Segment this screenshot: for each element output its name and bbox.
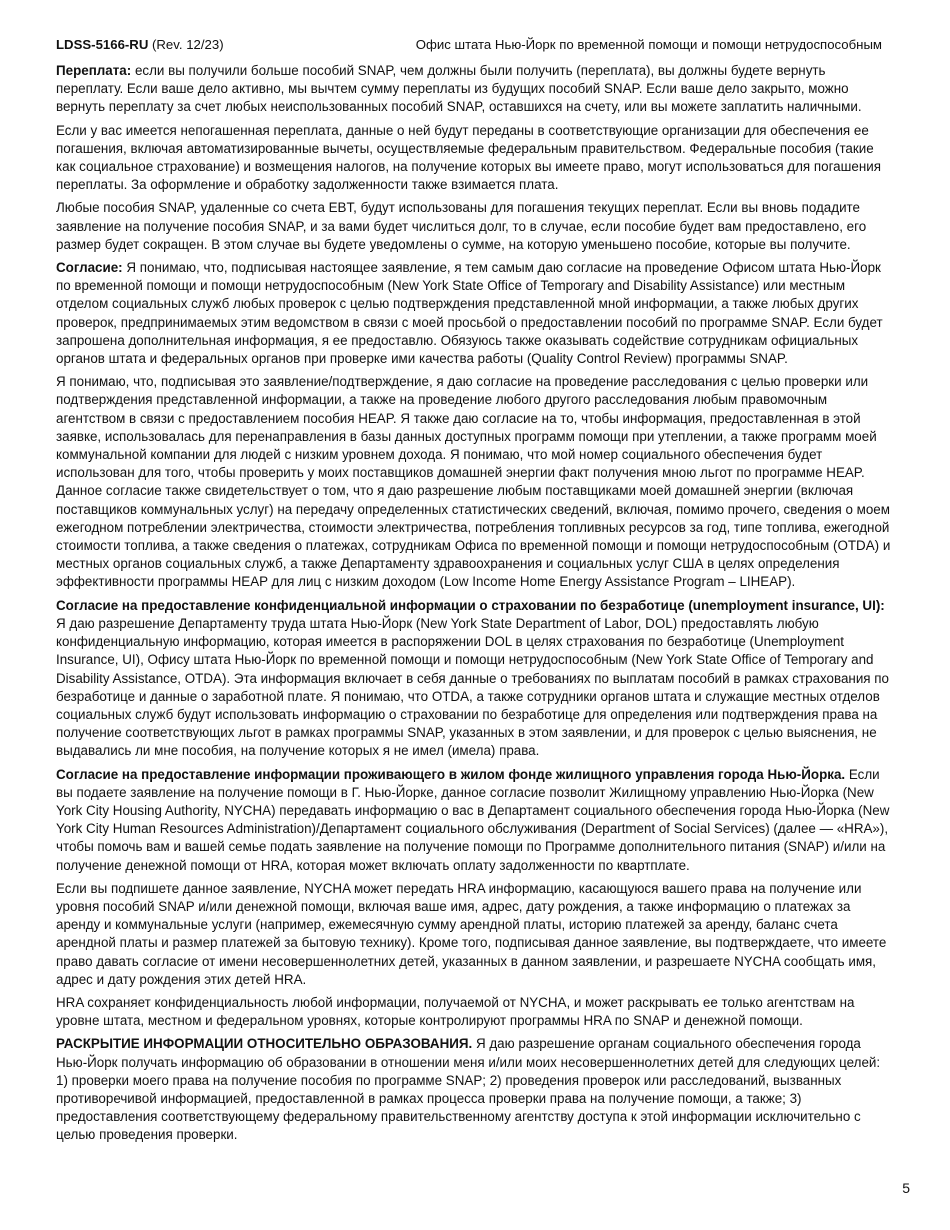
paragraph-text: Я даю разрешение органам социального обеспечения города Нью-Йорк получать информацию об образовании в отношении меня и/или моих несовершеннолетних детей для следующих целей: 1) проверки моего права на получение пособия по программе SNAP; 2) проведения проверок или расследований, вызванных противоречивой информацией, предоставленной в рамках процесса проверки права на получение помощи, а также; 3) предоставления соответствующему федеральному правительственному агентству доступа к этой информации исключительно с целью проведения проверки. [56,1036,881,1143]
form-revision: (Rev. 12/23) [152,37,224,52]
paragraph-text: Если вы подпишете данное заявление, NYCHA может передать HRA информацию, касающуюся вашего права на получение или уровня пособий SNAP и/или денежной помощи, включая ваше имя, адрес, дату рождения, а также информацию о платежах за аренду и коммунальные услуги (например, ежемесячную сумму арендной платы, историю платежей за аренду, баланс счета арендной платы и размер платежей за бытовую технику). Кроме того, подписывая данное заявление, вы подтверждаете, что имеете право давать согласие от имени несовершеннолетних детей, указанных в данном заявлении, и разрешаете NYCHA сообщать имя, адрес и дату рождения этих детей HRA. [56,880,887,987]
paragraph-consent [56,259,894,368]
paragraph-title: Согласие на предоставление информации проживающего в жилом фонде жилищного управления города Нью-Йорка. [56,766,846,782]
paragraph-text: Я понимаю, что, подписывая это заявление/подтверждение, я даю согласие на проведение расследования с целью проверки или подтверждения представленной информации, а также на проведение любого другого расследования любым правомочным агентством в связи с предоставлением пособия HEAP. Я также даю согласие на то, чтобы информация, предоставленная в этой заявке, использовалась для перенаправления в базы данных доступных программ помощи при утеплении, а также программ моей коммунальной компании для людей с низким уровнем дохода. Я понимаю, что мой номер социального обеспечения будет использован для того, чтобы проверить у моих поставщиков домашней энергии факт получения мною льгот по программе HEAP. Данное согласие также свидетельствует о том, что я даю разрешение любым поставщиками моей домашней энергии (включая поставщиков коммунальных услуг) на передачу определенных статистических сведений, включая, помимо прочего, сведения о моем ежегодном потреблении электричества, стоимости электричества, потребления топливных ресурсов за год, типе топлива, ежегодной стоимости топлива, а также сведения о платежах, сотрудникам Офиса по временной помощи и помощи нетрудоспособным (OTDA) и местных органов социальных служб, а также Департаменту здравоохранения и социальных услуг США в целях определения эффективности программы HEAP для лиц с низким доходом (Low Income Home Energy Assistance Program – LIHEAP). [56,374,891,590]
paragraph-education-disclosure [56,1035,894,1144]
agency-name: Офис штата Нью-Йорк по временной помощи и помощи нетрудоспособным [415,37,882,52]
page-number: 5 [902,1180,910,1196]
paragraph-overpayment [56,62,894,117]
paragraph-text: Если вы подаете заявление на получение помощи в Г. Нью-Йорке, данное согласие позволит Жилищному управлению Нью-Йорка (New York City Housing Authority, NYCHA) передавать информацию о вас в Департамент социального обеспечения города Нью-Йорка (New York City Human Resources Administration)/Департамент социального обслуживания (Department of Social Services) (далее — «HRA»), чтобы помочь вам и вашей семье подать заявление на получение помощи по Программе дополнительного питания (SNAP) и/или на получение денежной помощи от HRA, которая может включать оплату задолженности по квартплате. [56,766,890,873]
page-header [56,36,882,54]
paragraph-text: если вы получили больше пособий SNAP, чем должны были получить (переплата), вы должны будете вернуть переплату. Если ваше дело активно, мы вычтем сумму переплаты из будущих пособий SNAP. Если ваше дело закрыто, можно вернуть переплату за счет любых неиспользованных пособий SNAP, оставшихся на счету, или вы можете заплатить наличными. [56,63,862,115]
paragraph-text: Я понимаю, что, подписывая настоящее заявление, я тем самым даю согласие на проведение Офисом штата Нью-Йорк по временной помощи и помощи нетрудоспособным (New York State Office of Temporary and Disability Assistance) или местным отделом социальных служб любых проверок с целью подтверждения представленной мной информации, а также любых других проверок, предпринимаемых этим ведомством в связи с моей просьбой о предоставлении пособий по программе SNAP. Если будет запрошена дополнительная информация, я ее предоставлю. Обязуюсь также оказывать содействие сотрудникам официальных органов штата и федеральных органов при проверке ими качества работы (Quality Control Review) программы SNAP. [56,260,883,367]
paragraph-text: HRA сохраняет конфиденциальность любой информации, получаемой от NYCHA, и может раскрывать ее только агентствам на уровне штата, местном и федеральном уровнях, которые контролируют программы HRA по SNAP и денежной помощи. [56,994,855,1029]
paragraph-text: Я даю разрешение Департаменту труда штата Нью-Йорк (New York State Department of Labor, DOL) предоставлять любую конфиденциальную информацию, которая имеется в распоряжении DOL в целях страхования по безработице (Unemployment Insurance, UI), Офису штата Нью-Йорк по временной помощи и помощи нетрудоспособным (New York State Office of Temporary and Disability Assistance, OTDA). Эта информация включает в себя данные о требованиях по выплатам пособий в рамках страхования по безработице и данные о заработной плате. Я понимаю, что OTDA, а также сотрудники органов штата и служащие местных отделов социальных служб будут использовать информацию о страховании по безработице для определения или подтверждения права на получение соответствующих льгот в рамках программы SNAP, указанных в этом заявлении, и для проверок с целью выяснения, не выдавались ли мне пособия, на получение которых я не имел (имела) права. [56,615,889,759]
form-id: LDSS-5166-RU [56,37,149,52]
paragraph-text: Любые пособия SNAP, удаленные со счета EBT, будут использованы для погашения текущих переплат. Если вы вновь подадите заявление на получение пособия SNAP, и за вами будет числиться долг, то в случае, если пособие будет вам предоставлено, его размер будет сокращен. В этом случае вы будете уведомлены о сумме, на которую уменьшено пособие, которые вы получите. [56,200,867,252]
paragraph-ebt-removed [56,199,894,254]
paragraph-unpaid-overpayment [56,122,894,195]
paragraph-hra-confidentiality [56,994,894,1030]
document-body [56,62,894,1150]
paragraph-ui-consent [56,597,894,761]
paragraph-title: Согласие на предоставление конфиденциальной информации о страховании по безработице (unemployment insurance, UI): [56,597,885,613]
paragraph-nycha-sharing [56,880,894,989]
paragraph-title: РАСКРЫТИЕ ИНФОРМАЦИИ ОТНОСИТЕЛЬНО ОБРАЗОВАНИЯ. [56,1036,473,1052]
paragraph-text: Если у вас имеется непогашенная переплата, данные о ней будут переданы в соответствующие организации для обеспечения ее погашения, включая автоматизированные вычеты, осуществляемые федеральным правительством. Федеральные пособия (такие как социальное страхование) и возмещения налогов, на получение которых вы имеете право, могут использоваться для погашения переплаты. За оформление и обработку задолженности также взимается плата. [56,122,881,193]
paragraph-nycha-consent [56,766,894,875]
paragraph-heap-consent [56,373,894,591]
paragraph-title: Переплата: [56,63,132,78]
paragraph-title: Согласие: [56,260,123,276]
